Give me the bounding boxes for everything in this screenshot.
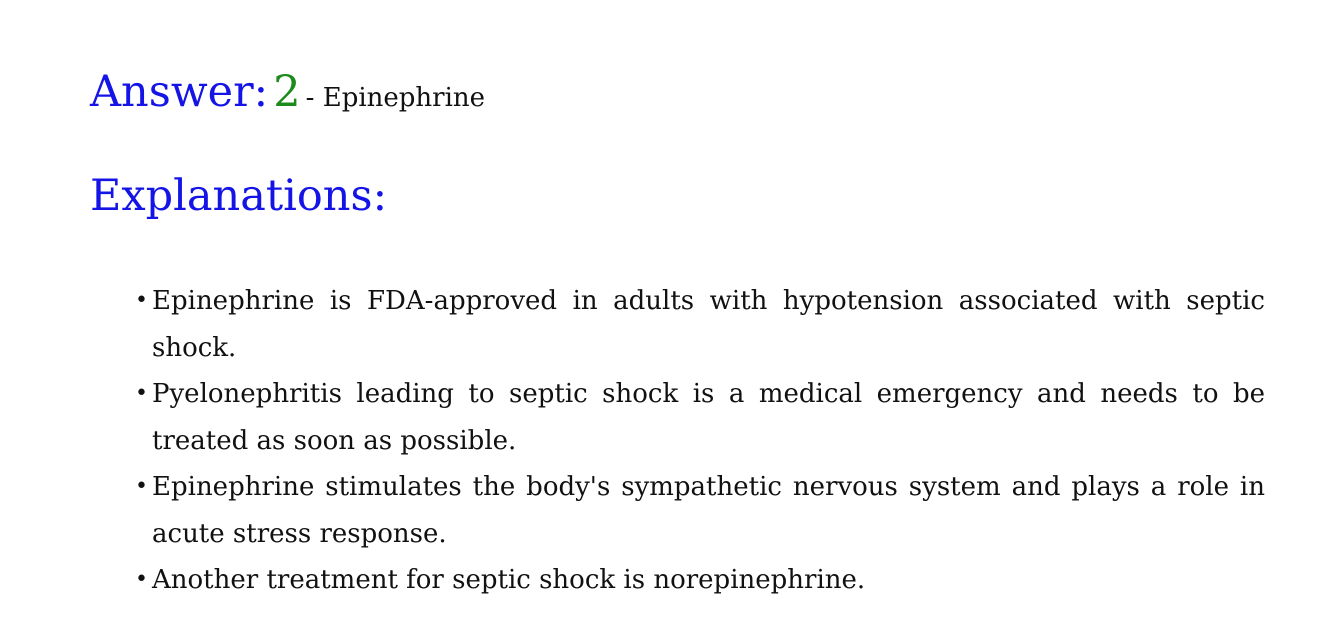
bullet-icon: • bbox=[135, 288, 148, 313]
explanation-item bbox=[135, 464, 1265, 557]
bullet-icon: • bbox=[135, 381, 148, 406]
answer-explanation-panel bbox=[90, 62, 1270, 604]
answer-label: Answer: bbox=[90, 67, 269, 117]
explanations-heading: Explanations: bbox=[90, 171, 388, 221]
explanation-text: Epinephrine stimulates the body's sympathetic nervous system and plays a role in acute stress response. bbox=[152, 472, 1265, 549]
explanation-item bbox=[135, 278, 1265, 371]
answer-number: 2 bbox=[273, 67, 301, 117]
bullet-icon: • bbox=[135, 474, 148, 499]
answer-text: - Epinephrine bbox=[305, 83, 486, 113]
explanation-item bbox=[135, 557, 1265, 604]
explanation-item bbox=[135, 371, 1265, 464]
answer-line bbox=[90, 62, 1270, 122]
explanation-list bbox=[90, 278, 1265, 604]
bullet-icon: • bbox=[135, 567, 148, 592]
explanation-text: Pyelonephritis leading to septic shock is a medical emergency and needs to be treated as soon as possible. bbox=[152, 379, 1265, 456]
explanation-text: Epinephrine is FDA-approved in adults with hypotension associated with septic shock. bbox=[152, 286, 1265, 363]
explanation-text: Another treatment for septic shock is norepinephrine. bbox=[152, 565, 866, 595]
